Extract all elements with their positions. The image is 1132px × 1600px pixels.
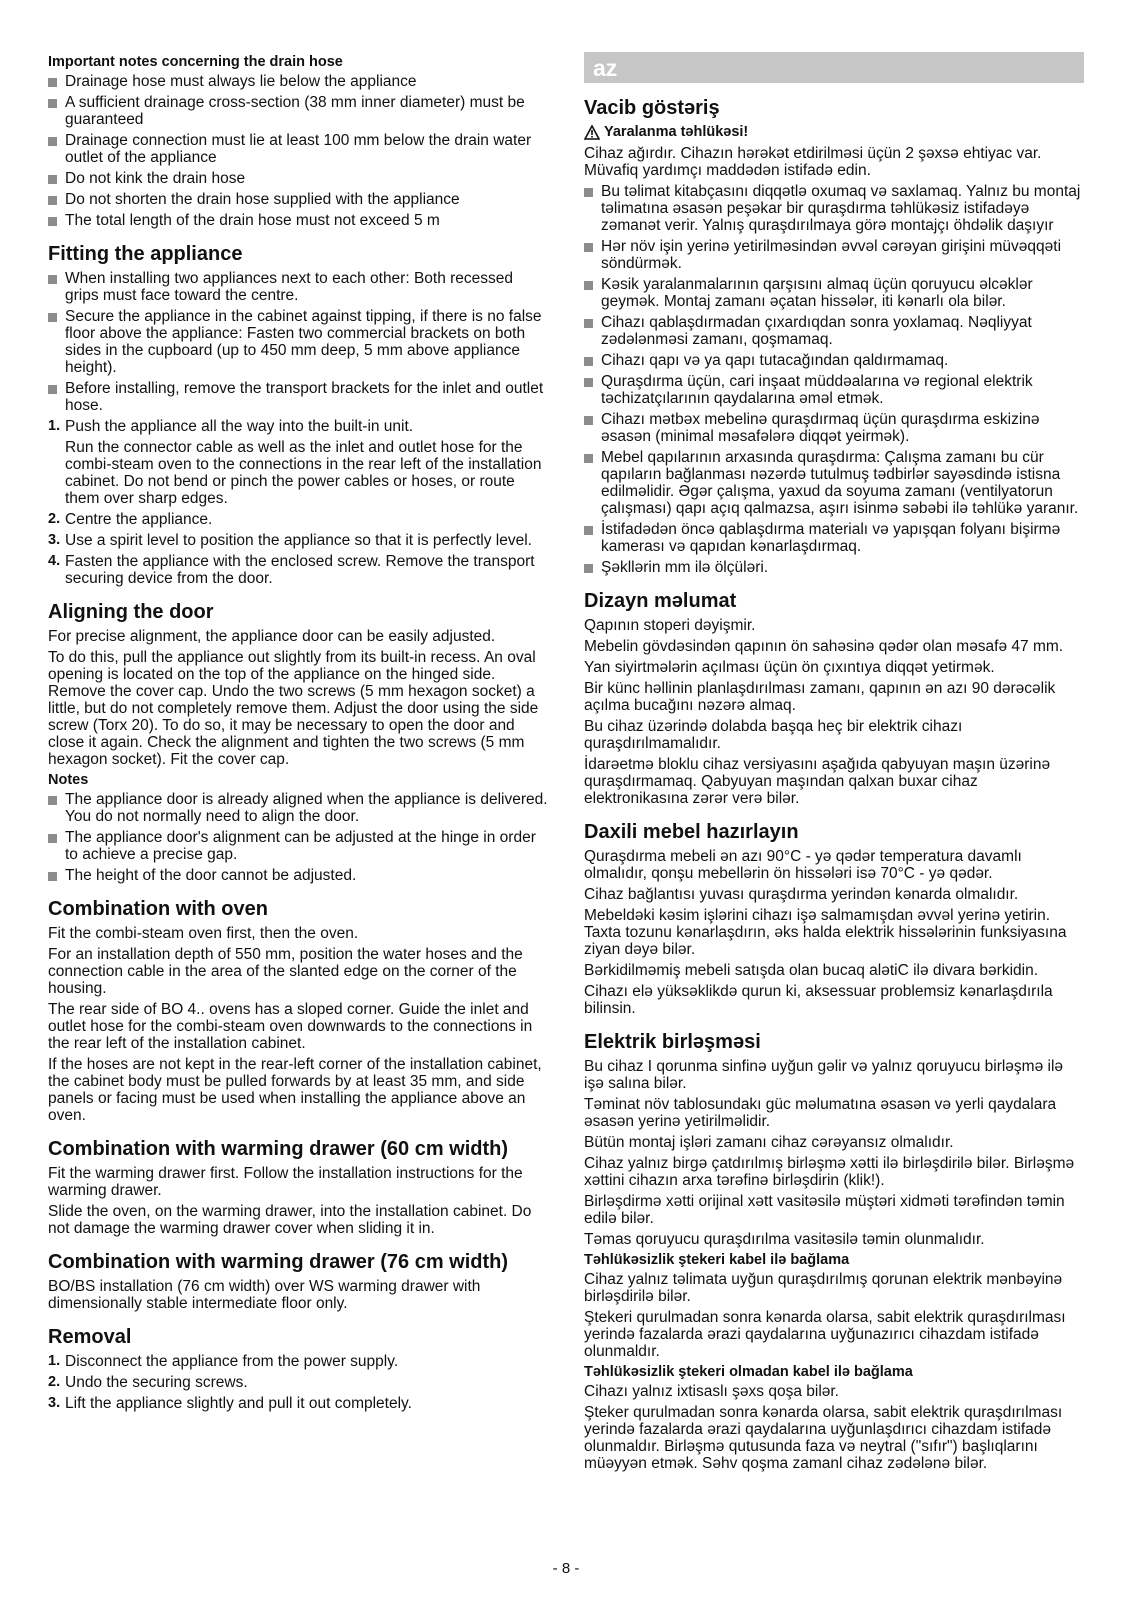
square-bullet-icon — [584, 281, 593, 290]
list-item: Hər növ işin yerinə yetirilməsindən əvvəl cərəyan girişini müvəqqəti söndürmək. — [584, 238, 1084, 272]
list-item: Cihazı qablaşdırmadan çıxardıqdan sonra yoxlamaq. Nəqliyyat zədələnməsi zamanı, qoşmamaq. — [584, 314, 1084, 348]
paragraph: For an installation depth of 550 mm, position the water hoses and the connection cable in the area of the slanted edge on the corner of the housing. — [48, 946, 523, 997]
square-bullet-icon — [584, 378, 593, 387]
paragraph: Birləşdirmə xətti orijinal xətt vasitəsilə müştəri xidməti tərəfindən təmin edilə bilər. — [584, 1193, 1065, 1227]
removal-steps — [48, 1353, 548, 1412]
section-heading: Combination with oven — [48, 898, 268, 920]
paragraph: Bərkidilməmiş mebeli satışda olan bucaq alətiC ilə divara bərkidin. — [584, 962, 1039, 979]
language-code: az — [593, 55, 618, 81]
left-column — [48, 52, 548, 1416]
dizayn-section — [584, 590, 1084, 807]
fitting-steps — [48, 418, 548, 435]
paragraph: Cihaz yalnız təlimata uyğun quraşdırılmış qorunan elektrik mənbəyinə birləşdirilə bilər. — [584, 1271, 1063, 1305]
paragraph: Cihaz ağırdır. Cihazın hərəkət etdirilməsi üçün 2 şəxsə ehtiyac var. Müvafiq yardımçı maddədən istifadə edin. — [584, 145, 1042, 179]
right-column — [584, 52, 1084, 1476]
paragraph: For precise alignment, the appliance door can be easily adjusted. — [48, 628, 496, 645]
square-bullet-icon — [584, 188, 593, 197]
elektrik-section — [584, 1031, 1084, 1472]
step-continuation: Run the connector cable as well as the inlet and outlet hose for the combi-steam oven to the connections in the rear left of the installation cabinet. Do not bend or pinch the power cables or hoses, or route them over sharp edges. — [65, 439, 542, 507]
list-item: Cihazı mətbəx mebelinə quraşdırmaq üçün quraşdırma eskizinə əsasən (minimal məsafələrə diqqət yeirmək). — [584, 411, 1084, 445]
daxili-section — [584, 821, 1084, 1017]
square-bullet-icon — [48, 385, 57, 394]
step-item: 4. Fasten the appliance with the enclosed screw. Remove the transport securing device from the door. — [48, 553, 535, 587]
paragraph: Ştеker qurulmadan sonra kənarda olarsa, sabit elektrik quraşdırılması yerində fazalarda ərazi qaydalarına uyğunlaşdırıcı cihazdam istifadə olunmaldır. Birləşmə qutusunda faza və neytral ("sıfır") başlıqlarını müəyyən etmək. Səhv qoşma zamanl cihaz zədələnə bilər. — [584, 1404, 1063, 1472]
fitting-list — [48, 270, 548, 414]
paragraph: Qapının stoperi dəyişmir. — [584, 617, 756, 634]
square-bullet-icon — [584, 357, 593, 366]
step-item: 2. Undo the securing screws. — [48, 1374, 248, 1391]
step-item: 2. Centre the appliance. — [48, 511, 213, 528]
paragraph: Quraşdırma mebeli ən azı 90°C - yə qədər temperatura davamlı olmalıdır, qonşu mebellərin ön hissələri isə 70°C - yə qədər. — [584, 848, 1022, 882]
square-bullet-icon — [584, 416, 593, 425]
list-item: The appliance door is already aligned when the appliance is delivered. You do not normally need to align the door. — [48, 791, 548, 825]
list-item: Drainage hose must always lie below the appliance — [48, 73, 548, 90]
paragraph: Təmas qoruyucu quraşdırılma vasitəsilə təmin olunmalıdır. — [584, 1231, 985, 1248]
section-heading: Combination with warming drawer (60 cm width) — [48, 1138, 509, 1160]
paragraph: Bir künc həllinin planlaşdırılması zamanı, qapının ən azı 90 dərəcəlik açılma bucağını nəzərə almaq. — [584, 680, 1056, 714]
paragraph: Cihazı yalnız ixtisaslı şəxs qoşa bilər. — [584, 1383, 839, 1400]
square-bullet-icon — [48, 217, 57, 226]
list-item: Bu təlimat kitabçasını diqqətlə oxumaq və saxlamaq. Yalnız bu montaj təlimatına əsasən peşəkar bir quraşdırma təhlükəsiz istifadəyə zəmanət verir. Yalnış quraşdırılmaya görə montajçı öhdəlik daşıyır — [584, 183, 1084, 234]
fitting-section — [48, 243, 548, 587]
paragraph: Cihazı elə yüksəklikdə qurun ki, aksessuar problemsiz kənarlaşdırıla bilinsin. — [584, 983, 1053, 1017]
list-item: Cihazı qapı və ya qapı tutacağından qaldırmamaq. — [584, 352, 1084, 369]
drain-hose-notes — [48, 54, 548, 229]
step-item: 1. Disconnect the appliance from the power supply. — [48, 1353, 399, 1370]
list-item: İstifadədən öncə qablaşdırma materialı və yapışqan folyanı bişirmə kamerası və qapıdan kənarlaşdırmaq. — [584, 521, 1084, 555]
paragraph: Mebeldəki kəsim işlərini cihazı işə salmamışdan əvvəl yerinə yetirin. Taxta tozunu kənarlaşdırın, əks halda elektrik hissələrinin funksiyasına ziyan dəyə bilər. — [584, 907, 1067, 958]
square-bullet-icon — [48, 78, 57, 87]
list-item: Do not kink the drain hose — [48, 170, 548, 187]
list-item: Kəsik yaralanmalarının qarşısını almaq üçün qoruyucu əlcəklər geymək. Montaj zamanı əçatan hissələr, iti kənarlı ola bilər. — [584, 276, 1084, 310]
list-item: Do not shorten the drain hose supplied with the appliance — [48, 191, 548, 208]
square-bullet-icon — [48, 196, 57, 205]
paragraph: Bütün montaj işləri zamanı cihaz cərəyansız olmalıdır. — [584, 1134, 954, 1151]
removal-section — [48, 1326, 548, 1412]
section-heading: Vacib göstəriş — [584, 97, 720, 119]
square-bullet-icon — [48, 275, 57, 284]
paragraph: Cihaz yalnız birgə çatdırılmış birləşmə xətti ilə birləşdirilə bilər. Birləşmə xəttini cihazın arxa tərəfinə birləşdirin (klik!). — [584, 1155, 1075, 1189]
step-item: 1. Push the appliance all the way into the built-in unit. — [48, 418, 414, 435]
list-item: Drainage connection must lie at least 100 mm below the drain water outlet of the appliance — [48, 132, 548, 166]
oven-section — [48, 898, 548, 1124]
paragraph: İdarəetmə bloklu cihaz versiyasını aşağıda qabyuyan maşın üzərinə quraşdırmamaq. Qabyuyan maşından qalxan buxar cihaz elektronikasına zərər verə bilər. — [584, 756, 1051, 807]
paragraph: BO/BS installation (76 cm width) over WS warming drawer with dimensionally stable intermediate floor only. — [48, 1278, 481, 1312]
paragraph: The rear side of BO 4.. ovens has a sloped corner. Guide the inlet and outlet hose for the combi-steam oven downwards to the connections in the rear left of the installation cabinet. — [48, 1001, 533, 1052]
paragraph: Ştekeri qurulmadan sonra kənarda olarsa, sabit elektrik quraşdırılması yerində fazalarda ərazi qaydalarına uyğunazırıcı cihazdam istifadə olunmaldır. — [584, 1309, 1066, 1360]
paragraph: Yan siyirtmələrin açılması üçün ön çıxıntıya diqqət yetirmək. — [584, 659, 995, 676]
paragraph: To do this, pull the appliance out slightly from its built-in recess. An oval opening is located on the top of the appliance on the hinged side. Remove the cover cap. Undo the two screws (5 mm hexagon socket) a little, but do not completely remove them. Adjust the door using the side screw (Torx 20). To do so, it may be necessary to open the door and close it again. Check the alignment and tighten the two screws (5 mm hexagon socket). Fit the cover cap. — [48, 649, 539, 768]
step-item: 3. Use a spirit level to position the appliance so that it is perfectly level. — [48, 532, 532, 549]
square-bullet-icon — [48, 313, 57, 322]
aligning-section — [48, 601, 548, 884]
warming76-section — [48, 1251, 548, 1312]
square-bullet-icon — [48, 796, 57, 805]
subheading: Təhlükəsizlik ştekeri kabel ilə bağlama — [584, 1252, 850, 1268]
paragraph: Slide the oven, on the warming drawer, into the installation cabinet. Do not damage the warming drawer cover when sliding it in. — [48, 1203, 532, 1237]
vacib-list — [584, 183, 1084, 576]
square-bullet-icon — [48, 175, 57, 184]
section-heading: Fitting the appliance — [48, 243, 243, 265]
square-bullet-icon — [48, 834, 57, 843]
fitting-steps-cont — [48, 511, 548, 587]
list-item: A sufficient drainage cross-section (38 mm inner diameter) must be guaranteed — [48, 94, 548, 128]
square-bullet-icon — [584, 526, 593, 535]
square-bullet-icon — [584, 564, 593, 573]
square-bullet-icon — [584, 243, 593, 252]
square-bullet-icon — [48, 137, 57, 146]
paragraph: Təminat növ tablosundakı güc məlumatına əsasən və yerli qaydalara əsasən yerinə yetirilməlidir. — [584, 1096, 1057, 1130]
paragraph: If the hoses are not kept in the rear-left corner of the installation cabinet, the cabinet body must be pulled forwards by at least 35 mm, and side panels or facing must be used when installing the appliance above an oven. — [48, 1056, 542, 1124]
list-item: Mebel qapılarının arxasında quraşdırma: Çalışma zamanı bu cür qapıların bağlanması nəzərdə tutulmuş tədbirlər sayəsdində istisna edilməlidir. Əgər çalışma, yaxud da soyuma zamanı (ventilyatorun çalışması) qapı açıq qalmazsa, aşırı isinmə səbəbi ilə təhlükə yaranır. — [584, 449, 1084, 517]
vacib-section — [584, 97, 1084, 576]
list-item: The total length of the drain hose must not exceed 5 m — [48, 212, 548, 229]
square-bullet-icon — [48, 872, 57, 881]
section-heading: Elektrik birləşməsi — [584, 1031, 761, 1053]
section-heading: Daxili mebel hazırlayın — [584, 821, 799, 843]
step-item: 3. Lift the appliance slightly and pull it out completely. — [48, 1395, 412, 1412]
section-heading: Aligning the door — [48, 601, 214, 623]
section-heading: Combination with warming drawer (76 cm width) — [48, 1251, 509, 1273]
list-item: Before installing, remove the transport brackets for the inlet and outlet hose. — [48, 380, 548, 414]
list-item: Şəkllərin mm ilə ölçüləri. — [584, 559, 1084, 576]
paragraph: Bu cihaz üzərində dolabda başqa heç bir elektrik cihazı quraşdırılmamalıdır. — [584, 718, 963, 752]
paragraph: Fit the combi-steam oven first, then the oven. — [48, 925, 359, 942]
drain-hose-title: Important notes concerning the drain hose — [48, 54, 343, 70]
drain-hose-list — [48, 73, 548, 229]
notes-list — [48, 791, 548, 884]
list-item: The height of the door cannot be adjusted. — [48, 867, 548, 884]
warming60-section — [48, 1138, 548, 1237]
warning-triangle-icon — [584, 125, 600, 140]
list-item: When installing two appliances next to each other: Both recessed grips must face toward the centre. — [48, 270, 548, 304]
square-bullet-icon — [48, 99, 57, 108]
square-bullet-icon — [584, 454, 593, 463]
paragraph: Cihaz bağlantısı yuvası quraşdırma yerindən kənarda olmalıdır. — [584, 886, 1019, 903]
section-heading: Dizayn məlumat — [584, 590, 737, 612]
square-bullet-icon — [584, 319, 593, 328]
warning-line: Yaralanma təhlükəsi! — [584, 124, 1084, 141]
subheading: Təhlükəsizlik ştekeri olmadan kabel ilə bağlama — [584, 1364, 913, 1380]
language-bar — [584, 52, 1084, 83]
paragraph: Fit the warming drawer first. Follow the installation instructions for the warming drawer. — [48, 1165, 523, 1199]
paragraph: Mebelin gövdəsindən qapının ön sahəsinə qədər olan məsafə 47 mm. — [584, 638, 1064, 655]
list-item: Secure the appliance in the cabinet against tipping, if there is no false floor above the appliance: Fasten two commercial brackets on both sides in the cupboard (up to 450 mm deep, 5 mm above appliance height). — [48, 308, 548, 376]
list-item: The appliance door's alignment can be adjusted at the hinge in order to achieve a precise gap. — [48, 829, 548, 863]
paragraph: Bu cihaz I qorunma sinfinə uyğun gəlir və yalnız qoruyucu birləşmə ilə işə salına bilər. — [584, 1058, 1064, 1092]
page-number: - 8 - — [552, 1560, 580, 1577]
list-item: Quraşdırma üçün, cari inşaat müddəalarına və regional elektrik təchizatçılarının qaydalarına əməl etmək. — [584, 373, 1084, 407]
notes-title: Notes — [48, 772, 89, 788]
section-heading: Removal — [48, 1326, 132, 1348]
